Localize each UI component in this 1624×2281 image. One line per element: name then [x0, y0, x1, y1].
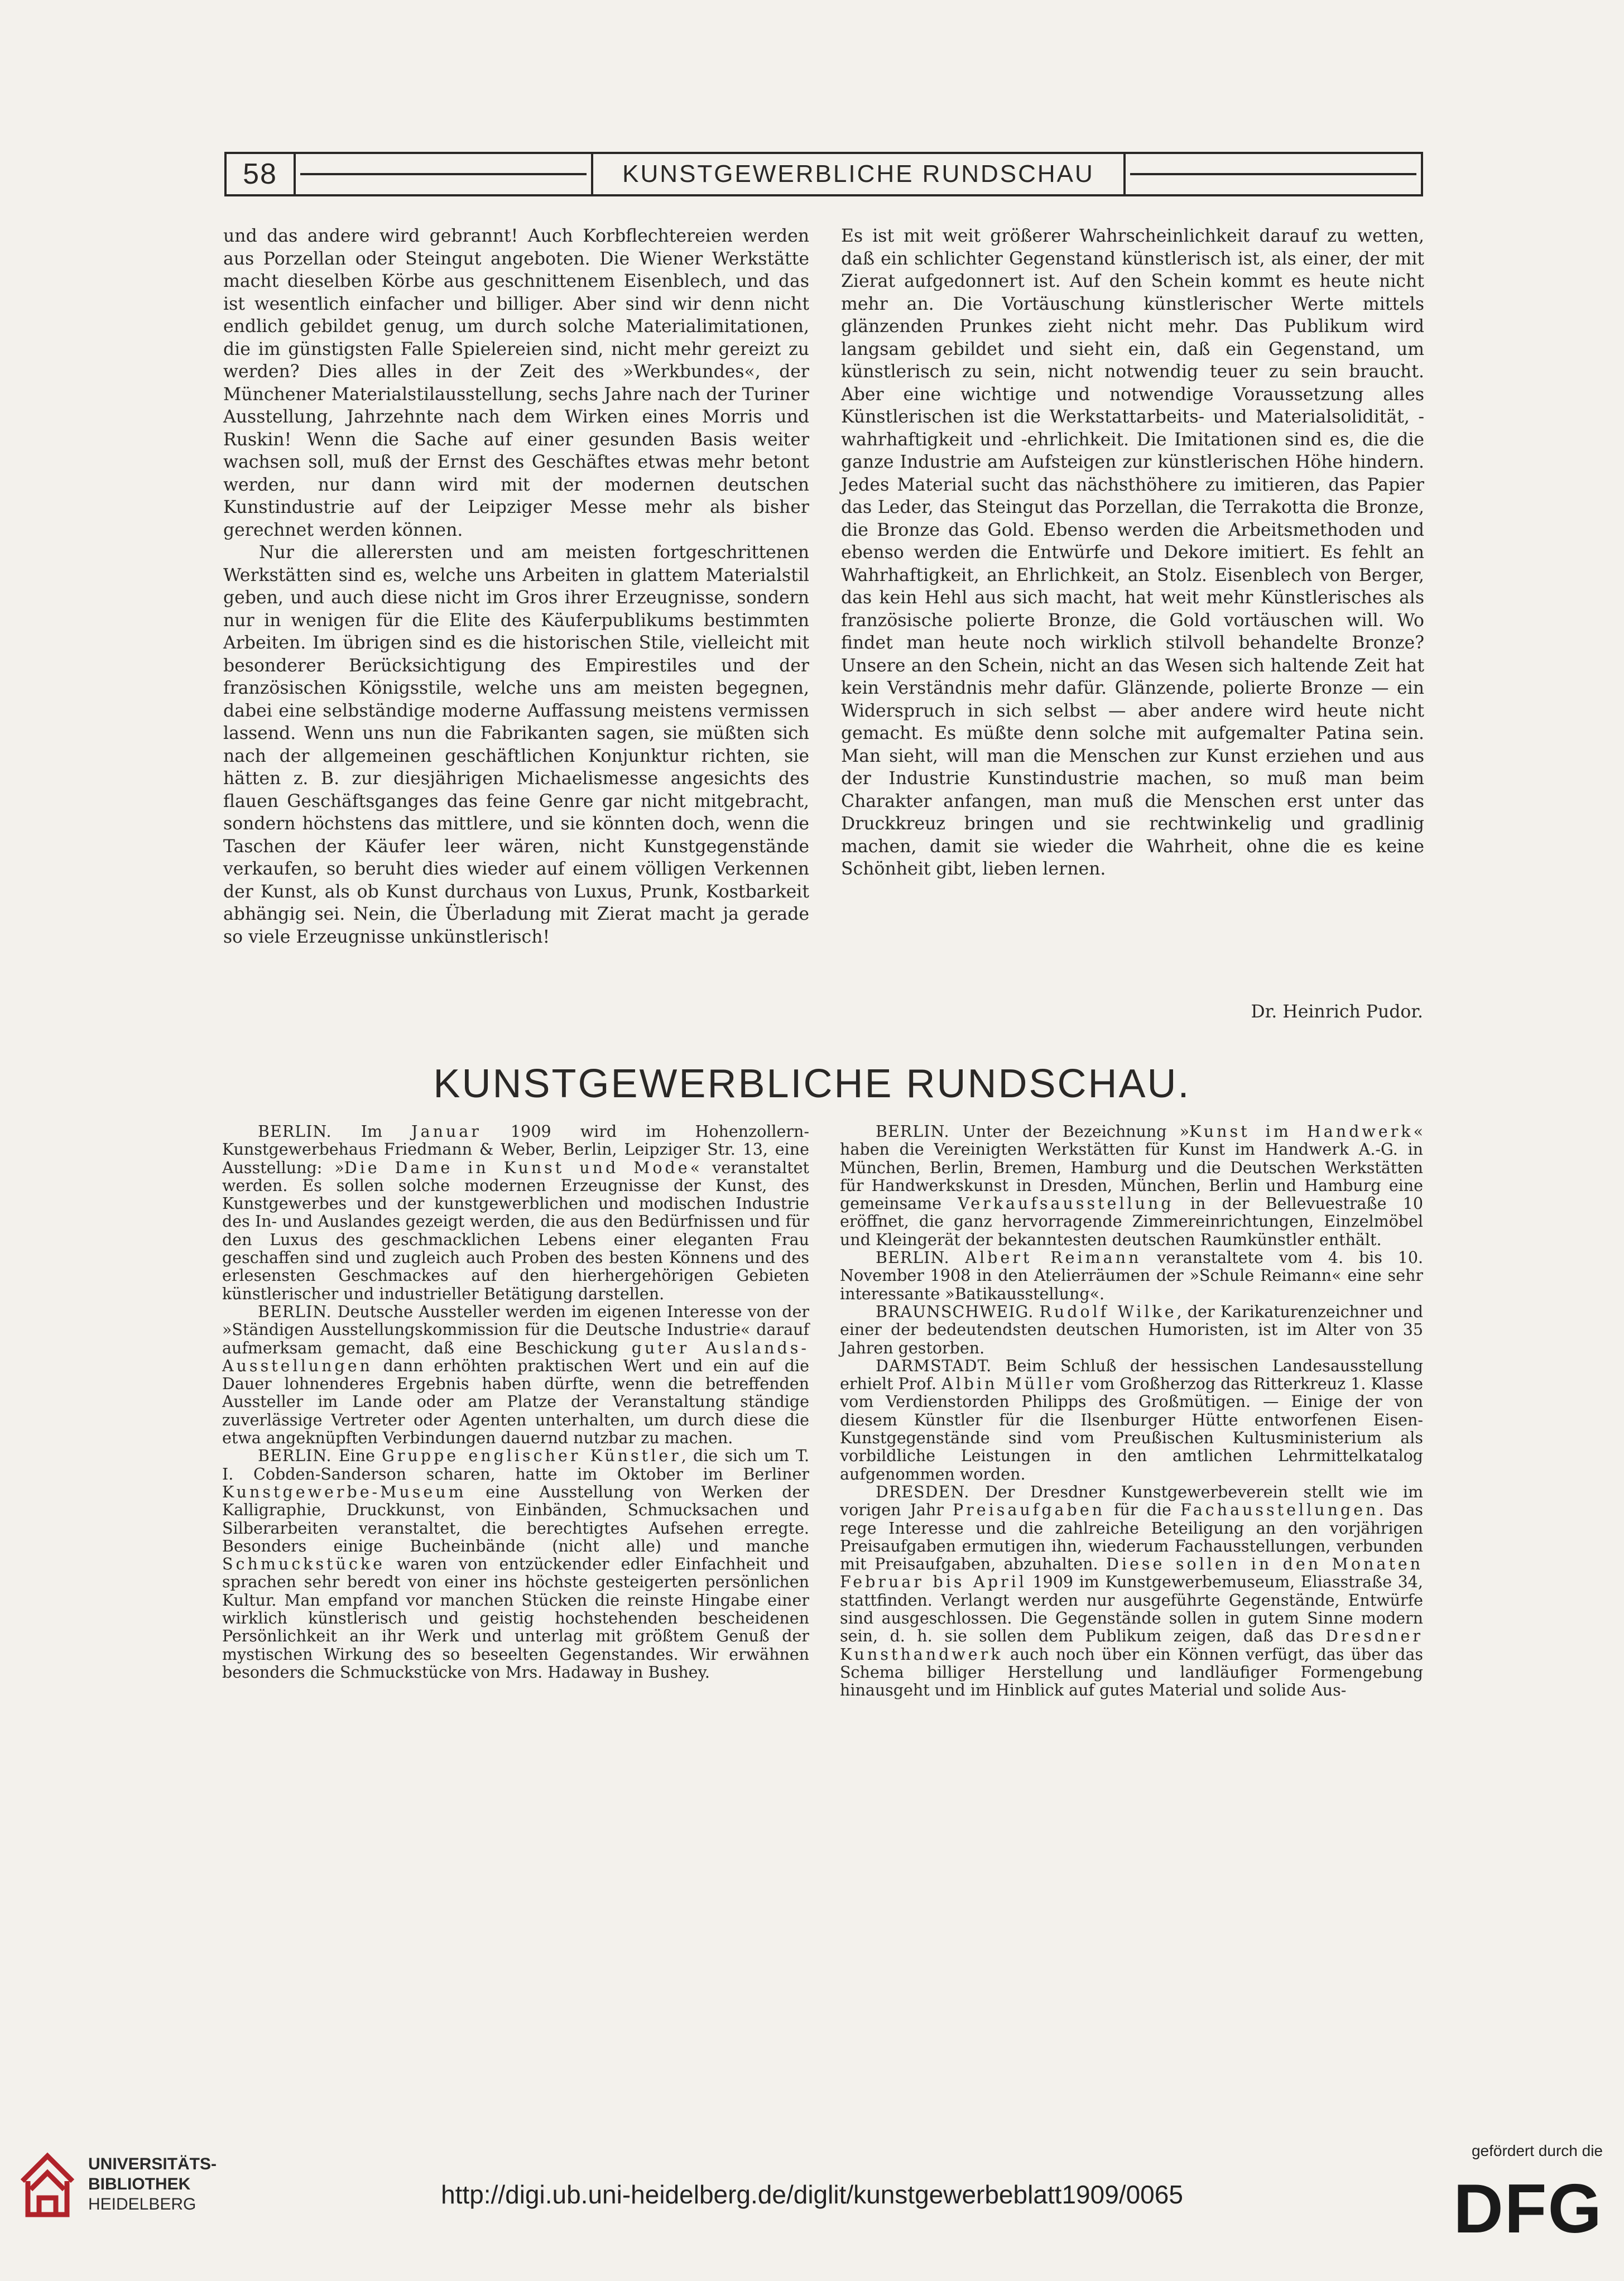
news-text: auch noch über ein Können verfügt, das über das Schema billiger Herstellung und landläufiger Formengebung hinausgeht und im Hinblick auf gutes Material und solide Aus- — [840, 1645, 1423, 1700]
page-number: 58 — [227, 154, 296, 194]
news-column-left — [222, 1123, 809, 1682]
news-text: Der Dresdner Kunstgewerbeverein stellt wie im vorigen Jahr — [840, 1482, 1423, 1520]
author-signature: Dr. Heinrich Pudor. — [1251, 1002, 1423, 1022]
spaced-emphasis: Albert Reimann — [965, 1248, 1142, 1267]
spaced-emphasis: Die Dame in Kunst und Mode — [344, 1158, 690, 1177]
essay-paragraph: Nur die allerersten und am meisten fortgeschrittenen Werkstätten sind es, welche uns Arbeiten in glattem Materialstil geben, und auch diese nicht im Gros ihrer Erzeugnisse, sondern nur in wenigen für die Elite des Käuferpublikums bestimmten Arbeiten. Im übrigen sind es die historischen Stile, vielleicht mit besonderer Berücksichtigung des Empirestiles und der französischen Königsstile, welche uns am meisten begegnen, dabei eine selbständige moderne Auffassung meistens vermissen lassend. Wenn uns nun die Fabrikanten sagen, sie müßten sich nach der allgemeinen geschäftlichen Konjunktur richten, sie hätten z. B. zur diesjährigen Michaelismesse angesichts des flauen Geschäftsganges das feine Genre gar nicht mitgebracht, sondern höchstens das mittlere, und sie könnten doch, wenn die Taschen der Käufer leer wären, nicht Kunstgegenstände verkaufen, so beruht dies wieder auf einem völligen Verkennen der Kunst, als ob Kunst durchaus von Luxus, Prunk, Kostbarkeit abhängig sei. Nein, die Überladung mit Zierat macht ja gerade so viele Erzeugnisse unkünstlerisch! — [223, 542, 809, 947]
news-text: für die — [1105, 1501, 1180, 1520]
spaced-emphasis: guter Auslands-Ausstellungen — [222, 1338, 809, 1375]
news-item — [840, 1483, 1423, 1700]
spaced-emphasis: Gruppe englischer Künstler — [382, 1447, 681, 1466]
spaced-emphasis: Dresdner Kunsthandwerk — [840, 1627, 1423, 1664]
news-text: 1909 im Kunstgewerbemuseum, Eliasstraße 34, stattfinden. Verlangt werden nur ausgeführte Gegenstände, Entwürfe sind ausgeschlossen. Die Gegenstände sollen in gutem Sinne modern sein, d. h. sie sollen dem Publikum zeigen, daß das — [840, 1573, 1423, 1646]
news-text: eine Ausstellung von Werken der Kalligraphie, Druckkunst, von Einbänden, Schmucksachen und Silberarbeiten veranstaltet, die berechtigtes Aufsehen erregte. Besonders einige Bucheinbände (nicht alle) und manche — [222, 1482, 809, 1555]
news-text: Beim Schluß der hessischen Landesausstellung erhielt Prof. — [840, 1356, 1423, 1394]
news-text: in der Bellevuestraße 10 eröffnet, die ganz hervorragende Zimmereinrichtungen, Einzelmöbel und Kleingerät der bekanntesten deutschen Raumkünstler enthält. — [840, 1194, 1423, 1249]
news-text: dann erhöhten praktischen Wert und ein auf die Dauer lohnenderes Ergebnis haben dürfte, wenn die betreffenden Aussteller im Lande oder am Platze der Veranstaltung ständige zuverlässige Vertreter oder Agenten unterhalten, um durch diese die etwa angeknüpften Verbindungen dauernd nutzbar zu machen. — [222, 1356, 809, 1448]
news-text: 1909 wird im Hohenzollern-Kunstgewerbehaus Friedmann & Weber, Berlin, Leipziger Str. 13, eine Ausstellung: » — [222, 1122, 809, 1177]
news-dateline: BERLIN. — [258, 1122, 332, 1141]
section-title: KUNSTGEWERBLICHE RUNDSCHAU. — [433, 1062, 1191, 1106]
news-dateline: BERLIN. — [258, 1302, 332, 1321]
news-text: , der Karikaturenzeichner und einer der bedeutendsten deutschen Humoristen, ist im Alter von 35 Jahren gestorben. — [840, 1302, 1423, 1357]
essay-column-left — [223, 225, 809, 948]
news-text — [1034, 1303, 1039, 1321]
running-title: KUNSTGEWERBLICHE RUNDSCHAU — [591, 154, 1126, 194]
spaced-emphasis: Fachausstellungen — [1180, 1501, 1379, 1520]
spaced-emphasis: Rudolf Wilke — [1039, 1302, 1177, 1321]
page-header — [224, 152, 1423, 196]
news-item — [222, 1303, 809, 1447]
news-dateline: DRESDEN. — [876, 1482, 970, 1501]
news-dateline: BRAUNSCHWEIG. — [876, 1302, 1034, 1321]
spaced-emphasis: Kunst im Handwerk — [1189, 1122, 1414, 1141]
news-text: Deutsche Aussteller werden im eigenen Interesse von der »Ständigen Ausstellungskommission für die Deutsche Industrie« darauf aufmerksam gemacht, daß eine Beschickung — [222, 1302, 809, 1357]
news-text: Eine — [331, 1447, 382, 1466]
spaced-emphasis: Preisaufgaben — [952, 1501, 1105, 1520]
news-text: waren von entzückender edler Einfachheit und sprachen sehr beredt von einer ins höchste gesteigerten persönlichen Kultur. Man empfand vor manchen Stücken die reinste Hingabe einer wirklich künstlerisch und geistig hochstehenden bescheidenen Persönlichkeit an ihr Werk und unterlag mit größtem Genuß der mystischen Wirkung des so beseelten Gegenstandes. Wir erwähnen besonders die Schmuckstücke von Mrs. Hadaway in Bushey. — [222, 1555, 809, 1682]
spaced-emphasis: Schmuckstücke — [222, 1555, 385, 1574]
news-text — [950, 1248, 965, 1267]
news-text: . Das rege Interesse und die zahlreiche Beteiligung an den vorjährigen Preisaufgaben ermutigen ihn, wiederum Fachausstellungen, verbunden mit Preisaufgaben, abzuhalten. — [840, 1501, 1424, 1574]
funded-by-label: gefördert durch die — [1471, 2142, 1603, 2159]
news-dateline: BERLIN. — [876, 1122, 950, 1141]
news-column-right — [840, 1123, 1423, 1700]
news-dateline: DARMSTADT. — [876, 1356, 992, 1375]
news-item — [222, 1447, 809, 1682]
news-dateline: BERLIN. — [258, 1447, 332, 1466]
news-dateline: BERLIN. — [876, 1248, 950, 1267]
news-item — [840, 1357, 1423, 1483]
dfg-logo — [1447, 2170, 1603, 2242]
news-text: veranstaltete vom 4. bis 10. November 1908 in den Atelierräumen der »Schule Reimann« eine sehr interessante »Batikausstellung«. — [840, 1248, 1424, 1303]
spaced-emphasis: Albin Müller — [941, 1375, 1076, 1394]
header-rule-left — [296, 154, 591, 194]
essay-column-right — [841, 225, 1424, 881]
library-name-line: BIBLIOTHEK — [88, 2175, 191, 2193]
permalink-url[interactable]: http://digi.ub.uni-heidelberg.de/diglit/kunstgewerbeblatt1909/0065 — [441, 2180, 1183, 2209]
news-text: Unter der Bezeichnung » — [949, 1122, 1190, 1141]
funding-notice — [1447, 2142, 1603, 2245]
spaced-emphasis: Januar — [411, 1122, 482, 1141]
essay-paragraph: Es ist mit weit größerer Wahrscheinlichkeit darauf zu wetten, daß ein schlichter Gegenstand künstlerisch ist, als einer, der mit Zierat aufgedonnert ist. Auf den Schein kommt es heute nicht mehr an. Die Vortäuschung künstlerischer Werte mittels glänzenden Prunkes zieht nicht mehr. Das Publikum wird langsam gebildet und sieht ein, daß ein Gegenstand, um künstlerisch zu sein, nicht notwendig teuer zu sein braucht. Aber eine wichtige und notwendige Voraussetzung alles Künstlerischen ist die Werkstattarbeits- und Materialsolidität, -wahrhaftigkeit und -ehrlichkeit. Die Imitationen sind es, die die ganze Industrie am Aufsteigen zur künstlerischen Höhe hindern. Jedes Material sucht das nächsthöhere zu imitieren, das Papier das Leder, das Steingut das Porzellan, die Terrakotta die Bronze, die Bronze das Gold. Ebenso werden die Arbeitsmethoden und ebenso werden die Entwürfe und Dekore imitiert. Es fehlt an Wahrhaftigkeit, an Ehrlichkeit, an Stolz. Eisenblech von Berger, das kein Hehl aus sich macht, hat weit mehr Künstlerisches als französische polierte Bronze, die Gold vortäuschen will. Wo findet man heute noch wirklich stilvoll behandelte Bronze? Unsere an den Schein, nicht an das Wesen sich haltende Zeit hat kein Verständnis mehr dafür. Glänzende, polierte Bronze — ein Widerspruch in sich selbst — aber andere wird heute nicht gemacht. Es müßte denn solche mit aufgemalter Patina sein. Man sieht, will man die Menschen zur Kunst erziehen und aus der Industrie Kunstindustrie machen, so muß man beim Charakter anfangen, man muß die Menschen erst unter das Druckkreuz bringen und sie rechtwinkelig und gradlinig machen, damit sie wieder die Wahrheit, ohne die es keine Schönheit gibt, lieben lernen. — [841, 226, 1424, 879]
news-text: , die sich um T. I. Cobden-Sanderson scharen, hatte im Oktober im Berliner — [222, 1447, 810, 1483]
spaced-emphasis: Verkaufsausstellung — [958, 1194, 1174, 1213]
news-item — [840, 1249, 1423, 1303]
dfg-logo-text: DFG — [1453, 2170, 1603, 2242]
news-text: « veranstaltet werden. Es sollen solche modernen Erzeugnisse der Kunst, des Kunstgewerbes und der kunstgewerblichen und modischen Industrie des In- und Auslandes gezeigt werden, die aus den Bedürfnissen und für den Luxus des geschmacklichen Lebens einer eleganten Frau geschaffen sind und zugleich auch Proben des besten Könnens und des erlesensten Geschmackes auf den hierhergehörigen Gebieten künstlerischer und industrieller Betätigung darstellen. — [222, 1158, 809, 1303]
essay-paragraph: und das andere wird gebrannt! Auch Korbflechtereien werden aus Porzellan oder Steingut angeboten. Die Wiener Werkstätte macht dieselben Körbe aus geschnittenem Eisenblech, und das ist wesentlich einfacher und billiger. Aber sind wir denn nicht endlich gebildet genug, um durch solche Materialimitationen, die im günstigsten Falle Spielereien sind, nicht mehr gereizt zu werden? Dies alles in der Zeit des »Werkbundes«, der Münchener Materialstilausstellung, sechs Jahre nach der Turiner Ausstellung, Jahrzehnte nach dem Wirken eines Morris und Ruskin! Wenn die Sache auf einer gesunden Basis weiter wachsen soll, muß der Ernst des Geschäftes etwas mehr betont werden, nur dann wird mit der modernen deutschen Kunstindustrie auf der Leipziger Messe mehr als bisher gerechnet werden können. — [223, 226, 809, 540]
news-text: Im — [331, 1122, 412, 1141]
news-item — [840, 1303, 1423, 1357]
news-item — [840, 1123, 1423, 1249]
news-text: vom Großherzog das Ritterkreuz 1. Klasse vom Verdienstorden Philipps des Großmütigen. — Einige der von diesem Künstler für die Ilsenburger Hütte entworfenen Eisen-Kunstgegenstände sind vom Preußischen Kultusministerium als vorbildliche Leistungen in den amtlichen Lehrmittelkatalog aufgenommen worden. — [840, 1375, 1423, 1483]
spaced-emphasis: Diese sollen in den Monaten Februar bis April — [840, 1555, 1424, 1592]
header-rule-right — [1126, 154, 1421, 194]
news-item — [222, 1123, 809, 1303]
news-text: « haben die Vereinigten Werkstätten für Kunst im Handwerk A.-G. in München, Berlin, Bremen, Hamburg und die Deutschen Werkstätten für Handwerkskunst in Dresden, München, Berlin und Hamburg eine gemeinsame — [840, 1122, 1423, 1213]
spaced-emphasis: Kunstgewerbe-Museum — [222, 1482, 467, 1501]
library-name-line: HEIDELBERG — [88, 2195, 196, 2213]
library-name-line: UNIVERSITÄTS- — [88, 2155, 217, 2173]
